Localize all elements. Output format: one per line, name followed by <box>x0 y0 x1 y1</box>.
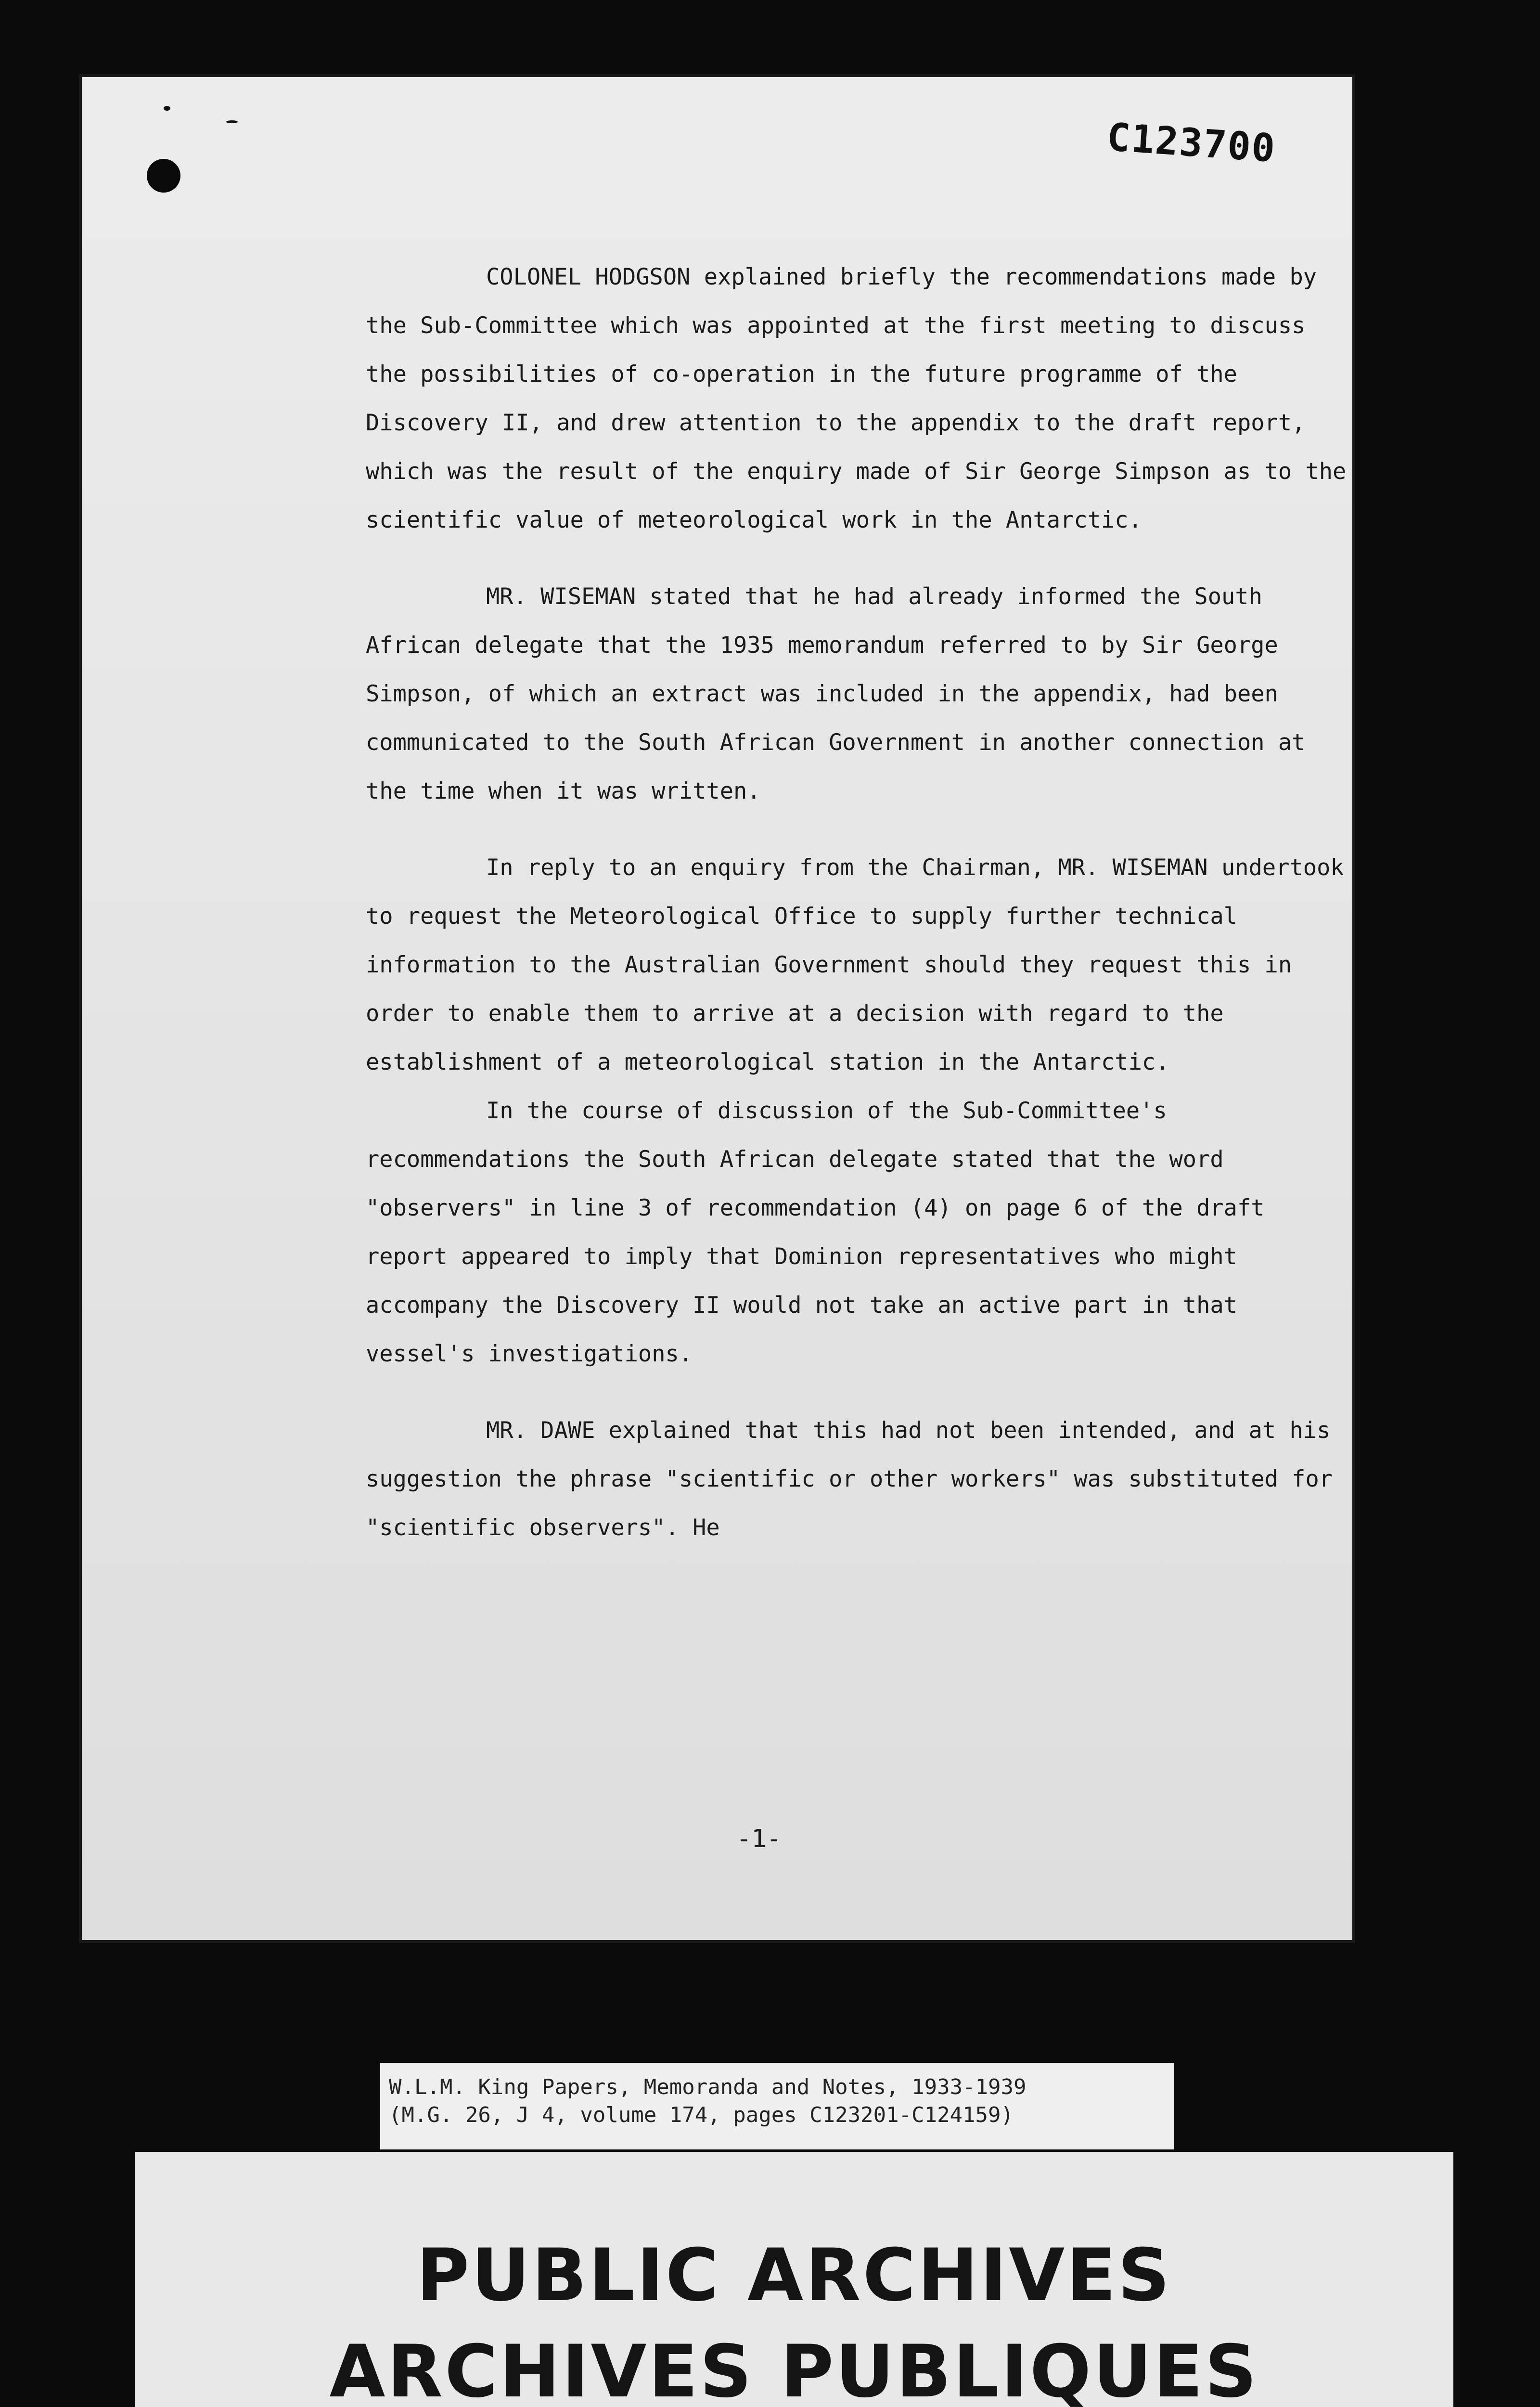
paper-speck <box>164 106 170 111</box>
paragraph-south-african-delegate: In the course of discussion of the Sub-Committee's recommendations the South African delegate stated that the word "observers" in line 3 of recommendation (4) on page 6 of the draft report appeared to imply that Dominion representatives who might accompany the Discovery II would not take an active part in that vessel's investigations. <box>366 1098 1265 1367</box>
document-body <box>366 253 1352 1580</box>
paragraph-wiseman-memorandum: MR. WISEMAN stated that he had already informed the South African delegate that the 1935 memorandum referred to by Sir George Simpson, of which an extract was included in the appendix, had been communicated to the South African Government in another connection at the time when it was written. <box>366 583 1306 804</box>
reference-label <box>380 2063 1174 2149</box>
paragraph-dawe: MR. DAWE explained that this had not been intended, and at his suggestion the phrase "scientific or other workers" was substituted for "scientific observers". He <box>366 1417 1333 1541</box>
stamp-number: C123700 <box>1105 114 1277 171</box>
archive-title-french: ARCHIVES PUBLIQUES <box>329 2330 1259 2407</box>
paragraph-wiseman-enquiry: In reply to an enquiry from the Chairman, MR. WISEMAN undertook to request the Meteorological Office to supply further technical information to the Australian Government should they request this in order to enable them to arrive at a decision with regard to the establishment of a meteorological station in the Antarctic. <box>366 854 1344 1075</box>
reference-label-line1: W.L.M. King Papers, Memoranda and Notes, 1933-1939 <box>389 2075 1027 2099</box>
page-number: -1- <box>736 1825 782 1853</box>
paragraph-hodgson: COLONEL HODGSON explained briefly the recommendations made by the Sub-Committee which was appointed at the first meeting to discuss the possibilities of co-operation in the future programme of the Discovery II, and drew attention to the appendix to the draft report, which was the result of the enquiry made of Sir George Simpson as to the scientific value of meteorological work in the Antarctic. <box>366 264 1347 533</box>
paper-speck <box>226 120 238 123</box>
reference-label-line2: (M.G. 26, J 4, volume 174, pages C123201-C124159) <box>389 2103 1014 2127</box>
archive-card <box>135 2152 1453 2407</box>
archive-title-english: PUBLIC ARCHIVES <box>416 2234 1172 2317</box>
punch-hole <box>147 159 180 193</box>
